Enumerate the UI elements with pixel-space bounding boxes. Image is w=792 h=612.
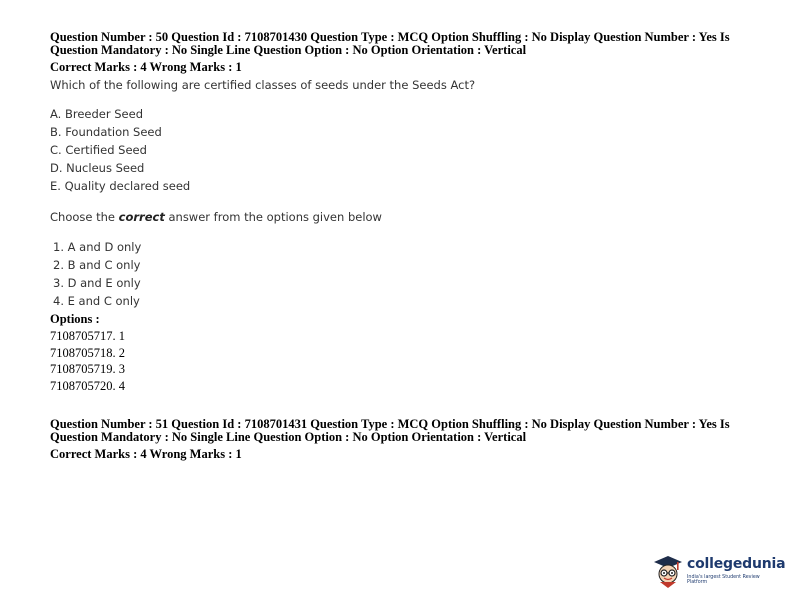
option-id-3: 7108705719. 3 [50,362,125,376]
statement-e: E. Quality declared seed [50,179,191,193]
options-label: Options : [50,312,100,326]
brand-name: collegedunia [687,556,786,572]
answer-instruction [50,210,382,224]
q50-header-line2: Question Mandatory : No Single Line Question Option : No Option Orientation : Vertical [50,43,527,57]
choice-1: 1. A and D only [53,240,142,254]
statement-a: A. Breeder Seed [50,107,143,121]
statement-c: C. Certified Seed [50,143,147,157]
collegedunia-logo [651,553,786,589]
choice-2: 2. B and C only [53,258,141,272]
choice-3: 3. D and E only [53,276,141,290]
q51-header-line2: Question Mandatory : No Single Line Question Option : No Option Orientation : Vertical [50,430,527,444]
instruction-prefix: Choose the [50,210,119,224]
option-id-2: 7108705718. 2 [50,346,125,360]
statement-b: B. Foundation Seed [50,125,162,139]
option-id-1: 7108705717. 1 [50,329,125,343]
choice-4: 4. E and C only [53,294,140,308]
graduate-mascot-icon [651,553,685,589]
statement-d: D. Nucleus Seed [50,161,145,175]
q50-question-text: Which of the following are certified classes of seeds under the Seeds Act? [50,78,476,92]
option-id-4: 7108705720. 4 [50,379,125,393]
instruction-emphasis: correct [118,210,165,224]
brand-tagline: India's largest Student Review Platform [687,575,760,585]
q50-header-line1: Question Number : 50 Question Id : 7108701430 Question Type : MCQ Option Shuffling : No Display Question Number : Yes Is [50,30,730,44]
q51-header-line1: Question Number : 51 Question Id : 7108701431 Question Type : MCQ Option Shuffling : No Display Question Number : Yes Is [50,417,730,431]
instruction-suffix: answer from the options given below [164,210,382,224]
q51-marks: Correct Marks : 4 Wrong Marks : 1 [50,447,242,461]
q50-marks: Correct Marks : 4 Wrong Marks : 1 [50,60,242,74]
